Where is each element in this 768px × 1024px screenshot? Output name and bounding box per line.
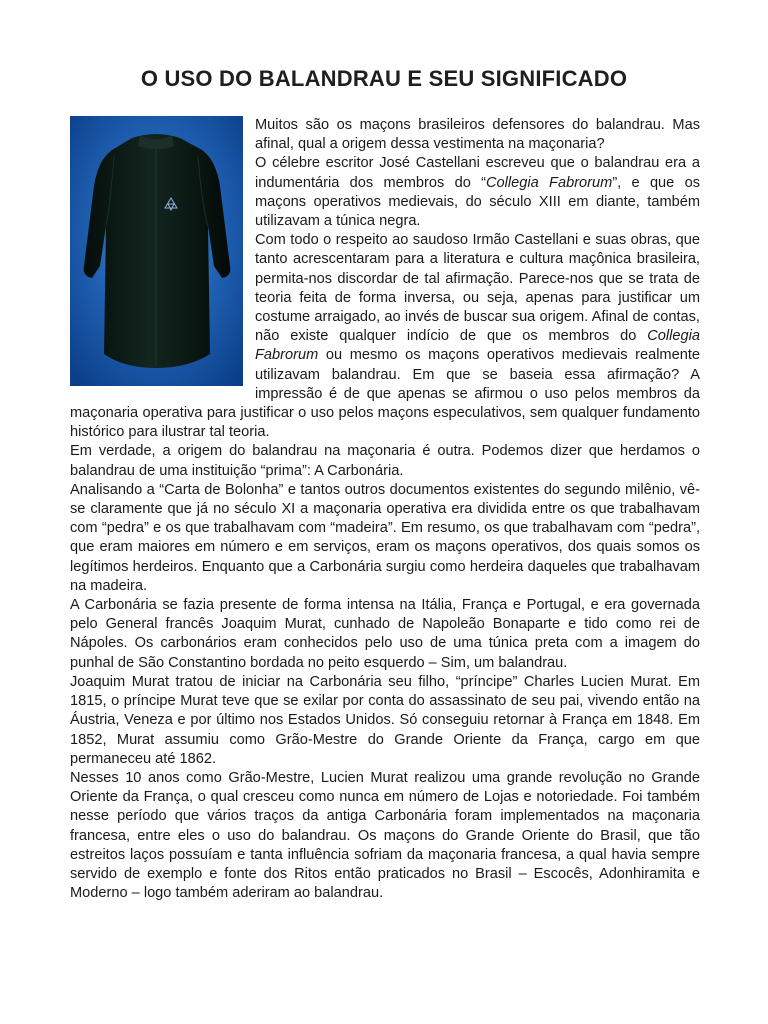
document-title: O USO DO BALANDRAU E SEU SIGNIFICADO <box>140 66 628 91</box>
italic-term: Collegia Fabrorum <box>255 328 700 364</box>
paragraph-text: Joaquim Murat tratou de iniciar na Carbonária seu filho, “príncipe” Charles Lucien Murat. Em 1815, o príncipe Murat teve que se exilar por conta do assassinato de seu pai, vivendo então na Áustria, Veneza e por último nos Estados Unidos. Só conseguiu retornar à França em 1848. Em 1852, Murat assumiu como Grão-Mestre do Grande Oriente da França, cargo em que permaneceu até 1862. <box>70 673 700 767</box>
paragraph <box>70 673 700 769</box>
paragraph-text: O célebre escritor José Castellani escreveu que o balandrau era a indumentária dos membros do “ <box>255 155 700 191</box>
black-robe-balandrau-image <box>70 116 243 386</box>
paragraph-text: Com todo o respeito ao saudoso Irmão Castellani e suas obras, que tanto acrescentaram para a literatura e cultura maçônica brasileira, permita-nos discordar de tal afirmação. Parece-nos que se trata de teoria feita de forma inversa, ou seja, apenas para justificar um costume arraigado, ao invés de buscar sua origem. Afinal de contas, não existe qualquer indício de que os membros do <box>255 232 700 345</box>
paragraph-text: Em verdade, a origem do balandrau na maçonaria é outra. Podemos dizer que herdamos o balandrau de uma instituição “prima”: A Carbonária. <box>70 443 700 479</box>
paragraph-text: Analisando a “Carta de Bolonha” e tantos outros documentos existentes do segundo milênio, vê-se claramente que já no século XI a maçonaria operativa era dividida entre os que trabalhavam com “pedra” e os que trabalhavam com “madeira”. Em resumo, os que trabalhavam com “pedra”, que eram maiores em número e em serviços, eram os maçons operativos, dos quais somos os legítimos herdeiros. Enquanto que a Carbonária surgiu como herdeira daqueles que trabalhavam na madeira. <box>70 481 700 594</box>
italic-term: Collegia Fabrorum <box>486 174 613 191</box>
paragraph-text: Muitos são os maçons brasileiros defensores do balandrau. Mas afinal, qual a origem dessa vestimenta na maçonaria? <box>255 117 700 153</box>
paragraph <box>70 481 700 596</box>
paragraph-text: Nesses 10 anos como Grão-Mestre, Lucien Murat realizou uma grande revolução no Grande Oriente da França, o qual cresceu como nunca em número de Lojas e notoriedade. Foi também nesse período que vários traços da antiga Carbonária foram implementados na maçonaria francesa, entre eles o uso do balandrau. Os maçons do Grande Oriente do Brasil, que tão estreitos laços possuíam e tanta influência sofriam da maçonaria francesa, a qual havia sempre servido de exemplo e fonte dos Ritos então praticados no Brasil – Escocês, Adonhiramita e Moderno – logo também aderiram ao balandrau. <box>70 769 700 902</box>
paragraph-text: A Carbonária se fazia presente de forma intensa na Itália, França e Portugal, e era governada pelo General francês Joaquim Murat, cunhado de Napoleão Bonaparte e tido como rei de Nápoles. Os carbonários eram conhecidos pelo uso de uma túnica preta com a imagem do punhal de São Constantino bordada no peito esquerdo – Sim, um balandrau. <box>70 597 700 671</box>
paragraph <box>70 442 700 480</box>
paragraph-text: ou mesmo os maçons operativos medievais realmente utilizavam balandrau. Em que se baseia essa afirmação? A impressão é de que apenas se afirmou o uso pelos membros da maçonaria operativa para justificar o uso pelos maçons especulativos, sem qualquer fundamento histórico para ilustrar tal teoria. <box>70 347 700 441</box>
article-body <box>70 116 700 903</box>
paragraph <box>70 769 700 903</box>
balandrau-illustration <box>70 116 243 386</box>
paragraph <box>70 596 700 673</box>
paragraph-text: ”, e que os maçons operativos medievais, do século XIII em diante, também utilizavam a túnica negra. <box>255 174 701 230</box>
